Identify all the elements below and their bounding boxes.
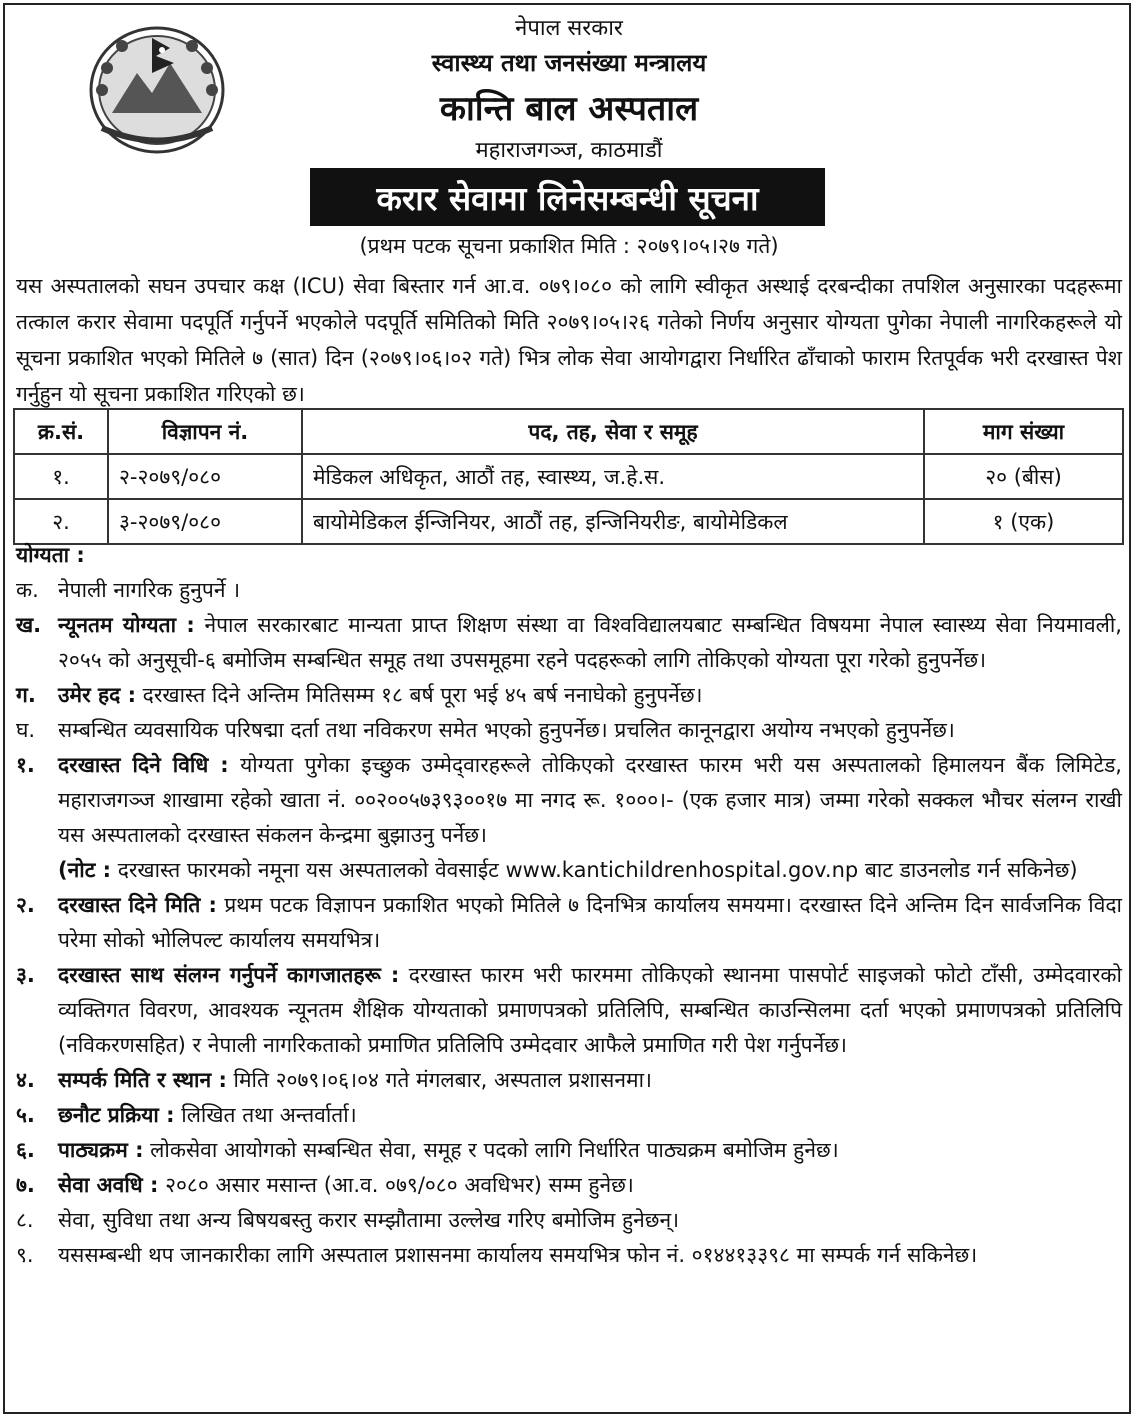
- intro-paragraph: यस अस्पतालको सघन उपचार कक्ष (ICU) सेवा बिस्तार गर्न आ.व. ०७९।०८० को लागि स्वीकृत अस्थाई दरबन्दीका तपशिल अनुसारका पदहरूमा तत्काल करार सेवामा पदपूर्ति गर्नुपर्ने भएकोले पदपूर्ति समितिको मिति २०७९।०५।२६ गतेको निर्णय अनुसार योग्यता पुगेका नेपाली नागरिकहरूले यो सूचना प्रकाशित भएको मितिले ७ (सात) दिन (२०७९।०६।०२ गते) भित्र लोक सेवा आयोगद्वारा निर्धारित ढाँचाको फाराम रितपूर्वक भरी दरखास्त पेश गर्नुहुन यो सूचना प्रकाशित गरिएको छ।: [16, 274, 1122, 406]
- item-text-block: [58, 1063, 1122, 1098]
- hospital-address: महाराजगञ्ज, काठमाडौं: [475, 138, 663, 163]
- qualifications-title: योग्यता :: [16, 543, 85, 567]
- item-label: सेवा अवधि :: [58, 1173, 159, 1197]
- item-text-block: [58, 888, 1122, 958]
- item-label: (नोट :: [58, 858, 111, 882]
- hospital-name: कान्ति बाल अस्पताल: [439, 89, 699, 129]
- post-cell: बायोमेडिकल ईन्जिनियर, आठौं तह, इन्जिनियरीङ, बायोमेडिकल: [302, 499, 924, 544]
- item-label: छनौट प्रक्रिया :: [58, 1103, 175, 1127]
- item-number: ५.: [16, 1103, 35, 1127]
- item-label: दरखास्त दिने मिति :: [58, 893, 217, 917]
- item-text: प्रथम पटक विज्ञापन प्रकाशित भएको मितिले ७ दिनभित्र कार्यालय समयमा। दरखास्त दिने अन्तिम दिन सार्वजनिक विदा परेमा सोको भोलिपल्ट कार्यालय समयभित्र।: [58, 893, 1122, 952]
- item-number: ९.: [16, 1243, 34, 1267]
- item-number: ४.: [16, 1068, 35, 1092]
- serial-cell: २.: [14, 499, 108, 544]
- table-header-row: [14, 409, 1123, 454]
- list-item: [16, 1133, 1122, 1168]
- item-number: २.: [16, 893, 35, 917]
- item-text: नेपाली नागरिक हुनुपर्ने ।: [58, 578, 241, 602]
- item-text: दरखास्त फारमको नमूना यस अस्पतालको वेवसाईट www.kantichildrenhospital.gov.np बाट डाउनलोड गर्न सकिनेछ): [117, 858, 1078, 882]
- item-text: दरखास्त फारम भरी फारममा तोकिएको स्थानमा पासपोर्ट साइजको फोटो टाँसी, उम्मेदवारको व्यक्तिगत विवरण, आवश्यक न्यूनतम शैक्षिक योग्यताको प्रमाणपत्रको प्रतिलिपि, सम्बन्धित काउन्सिलमा दर्ता भएको प्रमाणपत्रको प्रतिलिपि (नविकरणसहित) र नेपाली नागरिकताको प्रमाणित प्रतिलिपि उम्मेदवार आफैले प्रमाणित गरी पेश गर्नुपर्नेछ।: [58, 963, 1122, 1057]
- demand-cell: २० (बीस): [924, 454, 1123, 499]
- post-cell: मेडिकल अधिकृत, आठौं तह, स्वास्थ्य, ज.हे.स.: [302, 454, 924, 499]
- government-name: नेपाल सरकार: [515, 16, 623, 41]
- list-item: [16, 573, 1122, 608]
- item-text-block: [58, 1238, 1122, 1273]
- item-text-block: [58, 1203, 1122, 1238]
- list-item: [16, 748, 1122, 853]
- item-label: दरखास्त साथ संलग्न गर्नुपर्ने कागजातहरू :: [58, 963, 400, 987]
- item-text: मिति २०७९।०६।०४ गते मंगलबार, अस्पताल प्रशासनमा।: [233, 1068, 652, 1092]
- item-text-block: [58, 608, 1122, 678]
- item-text: सेवा, सुविधा तथा अन्य बिषयबस्तु करार सम्झौतामा उल्लेख गरिए बमोजिम हुनेछन्।: [58, 1208, 680, 1232]
- item-text: २०८० असार मसान्त (आ.व. ०७९/०८० अवधिभर) सम्म हुनेछ।: [165, 1173, 634, 1197]
- table-row: [14, 454, 1123, 499]
- list-item: [16, 1063, 1122, 1098]
- item-number: ग.: [16, 683, 36, 707]
- item-number: ६.: [16, 1138, 35, 1162]
- item-number: ८.: [16, 1208, 34, 1232]
- item-text: दरखास्त दिने अन्तिम मितिसम्म १८ बर्ष पूरा भई ४५ बर्ष ननाघेको हुनुपर्नेछ।: [142, 683, 703, 707]
- qualifications-section: [16, 538, 1122, 1273]
- item-text: लिखित तथा अन्तर्वार्ता।: [181, 1103, 357, 1127]
- item-text-block: [58, 748, 1122, 853]
- item-text-block: [58, 1168, 1122, 1203]
- demand-cell: १ (एक): [924, 499, 1123, 544]
- item-text: यससम्बन्धी थप जानकारीका लागि अस्पताल प्रशासनमा कार्यालय समयभित्र फोन नं. ०१४४१३३९८ मा सम्पर्क गर्न सकिनेछ।: [58, 1243, 978, 1267]
- ad-number-cell: २-२०७९/०८०: [108, 454, 302, 499]
- item-text: नेपाल सरकारबाट मान्यता प्राप्त शिक्षण संस्था वा विश्वविद्यालयबाट सम्बन्धित विषयमा नेपाल स्वास्थ्य सेवा नियमावली, २०५५ को अनुसूची-६ बमोजिम सम्बन्धित समूह तथा उपसमूहमा रहने पदहरूको लागि तोकिएको योग्यता पूरा गरेको हुनुपर्नेछ।: [58, 613, 1122, 672]
- item-text-block: [58, 958, 1122, 1063]
- column-header: माग संख्या: [924, 409, 1123, 454]
- item-text-block: [58, 853, 1122, 888]
- item-text-block: [58, 678, 1122, 713]
- item-number: क.: [16, 578, 39, 602]
- item-text: लोकसेवा आयोगको सम्बन्धित सेवा, समूह र पदको लागि निर्धारित पाठ्यक्रम बमोजिम हुनेछ।: [150, 1138, 839, 1162]
- serial-cell: १.: [14, 454, 108, 499]
- item-number: ७.: [16, 1173, 35, 1197]
- item-number: १.: [16, 753, 35, 777]
- list-item: [16, 1238, 1122, 1273]
- item-text-block: [58, 713, 1122, 748]
- column-header: क्र.सं.: [14, 409, 108, 454]
- item-label: उमेर हद :: [58, 683, 136, 707]
- list-item: [16, 958, 1122, 1063]
- list-item: [16, 888, 1122, 958]
- item-text-block: [58, 1098, 1122, 1133]
- vacancy-table: [13, 408, 1124, 545]
- list-item: [16, 1203, 1122, 1238]
- item-text-block: [58, 1133, 1122, 1168]
- list-item: [16, 678, 1122, 713]
- ad-number-cell: ३-२०७९/०८०: [108, 499, 302, 544]
- item-number: ख.: [16, 613, 42, 637]
- item-text-block: [58, 573, 1122, 608]
- item-number: घ.: [16, 718, 36, 742]
- list-item: [16, 853, 1122, 888]
- item-text: सम्बन्धित व्यवसायिक परिषद्मा दर्ता तथा नविकरण समेत भएको हुनुपर्नेछ। प्रचलित कानूनद्वारा अयोग्य नभएको हुनुपर्नेछ।: [58, 718, 955, 742]
- notice-title-banner: करार सेवामा लिनेसम्बन्धी सूचना: [310, 168, 825, 226]
- publish-date: (प्रथम पटक सूचना प्रकाशित मिति : २०७९।०५।२७ गते): [359, 234, 779, 258]
- item-label: दरखास्त दिने विधि :: [58, 753, 229, 777]
- qualifications-list: [16, 573, 1122, 1273]
- list-item: [16, 713, 1122, 748]
- list-item: [16, 1168, 1122, 1203]
- list-item: [16, 1098, 1122, 1133]
- item-label: पाठ्यक्रम :: [58, 1138, 144, 1162]
- item-label: न्यूनतम योग्यता :: [58, 613, 195, 637]
- list-item: [16, 608, 1122, 678]
- ministry-name: स्वास्थ्य तथा जनसंख्या मन्त्रालय: [431, 49, 707, 77]
- item-label: सम्पर्क मिति र स्थान :: [58, 1068, 227, 1092]
- column-header: पद, तह, सेवा र समूह: [302, 409, 924, 454]
- item-number: ३.: [16, 963, 35, 987]
- column-header: विज्ञापन नं.: [108, 409, 302, 454]
- item-text: योग्यता पुगेका इच्छुक उम्मेद्‌वारहरूले तोकिएको दरखास्त फारम भरी यस अस्पतालको हिमालयन बैंक लिमिटेड, महाराजगञ्ज शाखामा रहेको खाता नं. ००२००५७३९३००१७ मा नगद रू. १०००।- (एक हजार मात्र) जम्मा गरेको सक्कल भौचर संलग्न राखी यस अस्पतालको दरखास्त संकलन केन्द्रमा बुझाउनु पर्नेछ।: [58, 753, 1122, 847]
